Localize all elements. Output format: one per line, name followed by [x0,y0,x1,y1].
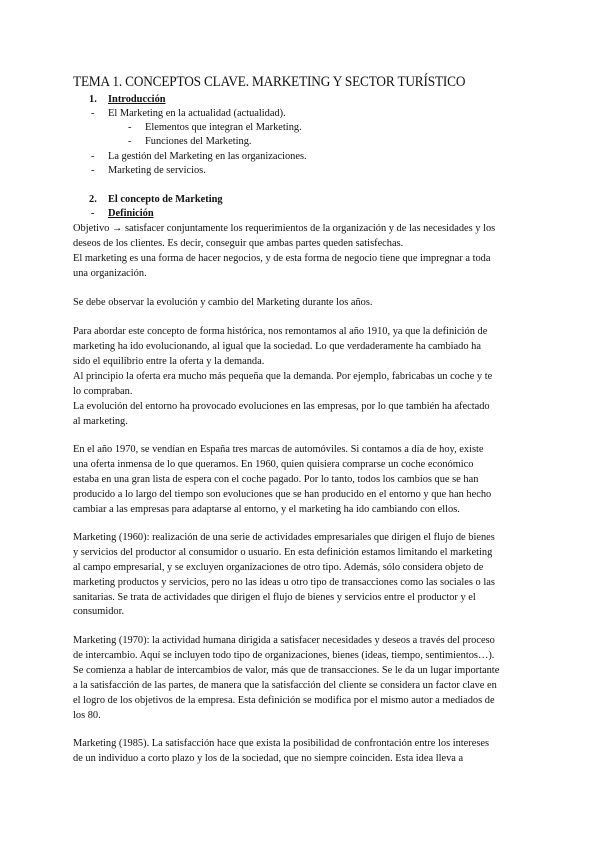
text-line: Al principio la oferta era mucho más pequeña que la demanda. Por ejemplo, fabricabas un coche y te [73,371,493,382]
text-line: de intercambio. Aquí se incluyen todo tipo de organizaciones, bienes (ideas, tiempo, sentimientos…). [73,650,495,661]
text-line: deseos de los clientes. Es decir, conseguir que ambas partes queden satisfechas. [73,238,404,249]
bullet: - [91,151,95,162]
text-line: lo compraban. [73,386,133,397]
text-line: una oferta inmensa de lo que queramos. En 1960, quien quisiera comprarse un coche económico [73,459,474,470]
text-line: a la satisfacción de las partes, de manera que la satisfacción del cliente se considera un factor clave en [73,680,497,691]
list-item: La gestión del Marketing en las organizaciones. [108,151,307,162]
text-line: sanitarias. Se trata de actividades que dirigen el flujo de bienes y servicios entre el productor y el [73,592,476,603]
text-line: al campo empresarial, y se excluyen organizaciones de otro tipo. Además, sólo considera objeto de [73,562,484,573]
text-line: producido a lo largo del tiempo son evoluciones que se han producido en el entorno y que han hecho [73,489,492,500]
text-line: cambiar a las empresas para adaptarse al entorno, y el marketing ha ido cambiando con ellos. [73,504,460,515]
text-line: Marketing (1985). La satisfacción hace que exista la posibilidad de confrontación entre los intereses [73,738,490,749]
text-line: El marketing es una forma de hacer negocios, y de esta forma de negocio tiene que impregnar a toda [73,253,491,264]
text-line: Objetivo → satisfacer conjuntamente los requerimientos de la organización y de las necesidades y los [73,223,496,234]
bullet: - [128,136,132,147]
text-line: al marketing. [73,416,128,427]
section-2-number: 2. [89,194,97,205]
text-line: consumidor. [73,606,125,617]
text-line: marketing ha ido evolucionando, al igual que la sociedad. Lo que verdaderamente ha cambiado ha [73,341,481,352]
text-line: de un individuo a corto plazo y los de la sociedad, que no siempre coinciden. Esta idea lleva a [73,753,464,764]
bullet: - [91,208,95,219]
list-item: Marketing de servicios. [108,165,206,176]
text-line: Para abordar este concepto de forma histórica, nos remontamos al año 1910, ya que la definición de [73,326,488,337]
text-line: Marketing (1960): realización de una serie de actividades empresariales que dirigen el flujo de bienes [73,532,495,543]
text-line: los 80. [73,710,101,721]
sub-list-item: Funciones del Marketing. [145,136,252,147]
text-line: marketing productos y servicios, pero no las ideas u otro tipo de transacciones como las sociales o las [73,577,495,588]
bullet: - [91,165,95,176]
sub-list-item: Elementos que integran el Marketing. [145,122,302,133]
text-line: y servicios del productor al consumidor o usuario. En esta definición estamos limitando el marketing [73,547,493,558]
text-line: estaba en una gran lista de espera con el coche pagado. Por lo tanto, todos los cambios que se han [73,474,479,485]
text-line: Se comienza a hablar de intercambios de valor, más que de transacciones. Se le da un lugar importante [73,665,500,676]
page-title: TEMA 1. CONCEPTOS CLAVE. MARKETING Y SECTOR TURÍSTICO [73,73,466,90]
section-2-subheading: Definición [108,208,154,219]
text-line: Marketing (1970): la actividad humana dirigida a satisfacer necesidades y deseos a través del proceso [73,635,495,646]
bullet: - [128,122,132,133]
text-line: el logro de los objetivos de la empresa. Esta definición se modifica por el mismo autor a mediados de [73,695,495,706]
list-item: El Marketing en la actualidad (actualidad). [108,108,286,119]
text-line: sido el equilibrio entre la oferta y la demanda. [73,356,265,367]
section-2-heading: El concepto de Marketing [108,194,223,205]
text-line: La evolución del entorno ha provocado evoluciones en las empresas, por lo que también ha afectado [73,401,490,412]
text-line: En el año 1970, se vendían en España tres marcas de automóviles. Si contamos a día de hoy, existe [73,444,484,455]
section-1-heading: Introducción [108,94,166,105]
text-line: una organización. [73,268,147,279]
text-line: Se debe observar la evolución y cambio del Marketing durante los años. [73,297,373,308]
bullet: - [91,108,95,119]
section-1-number: 1. [89,94,97,105]
